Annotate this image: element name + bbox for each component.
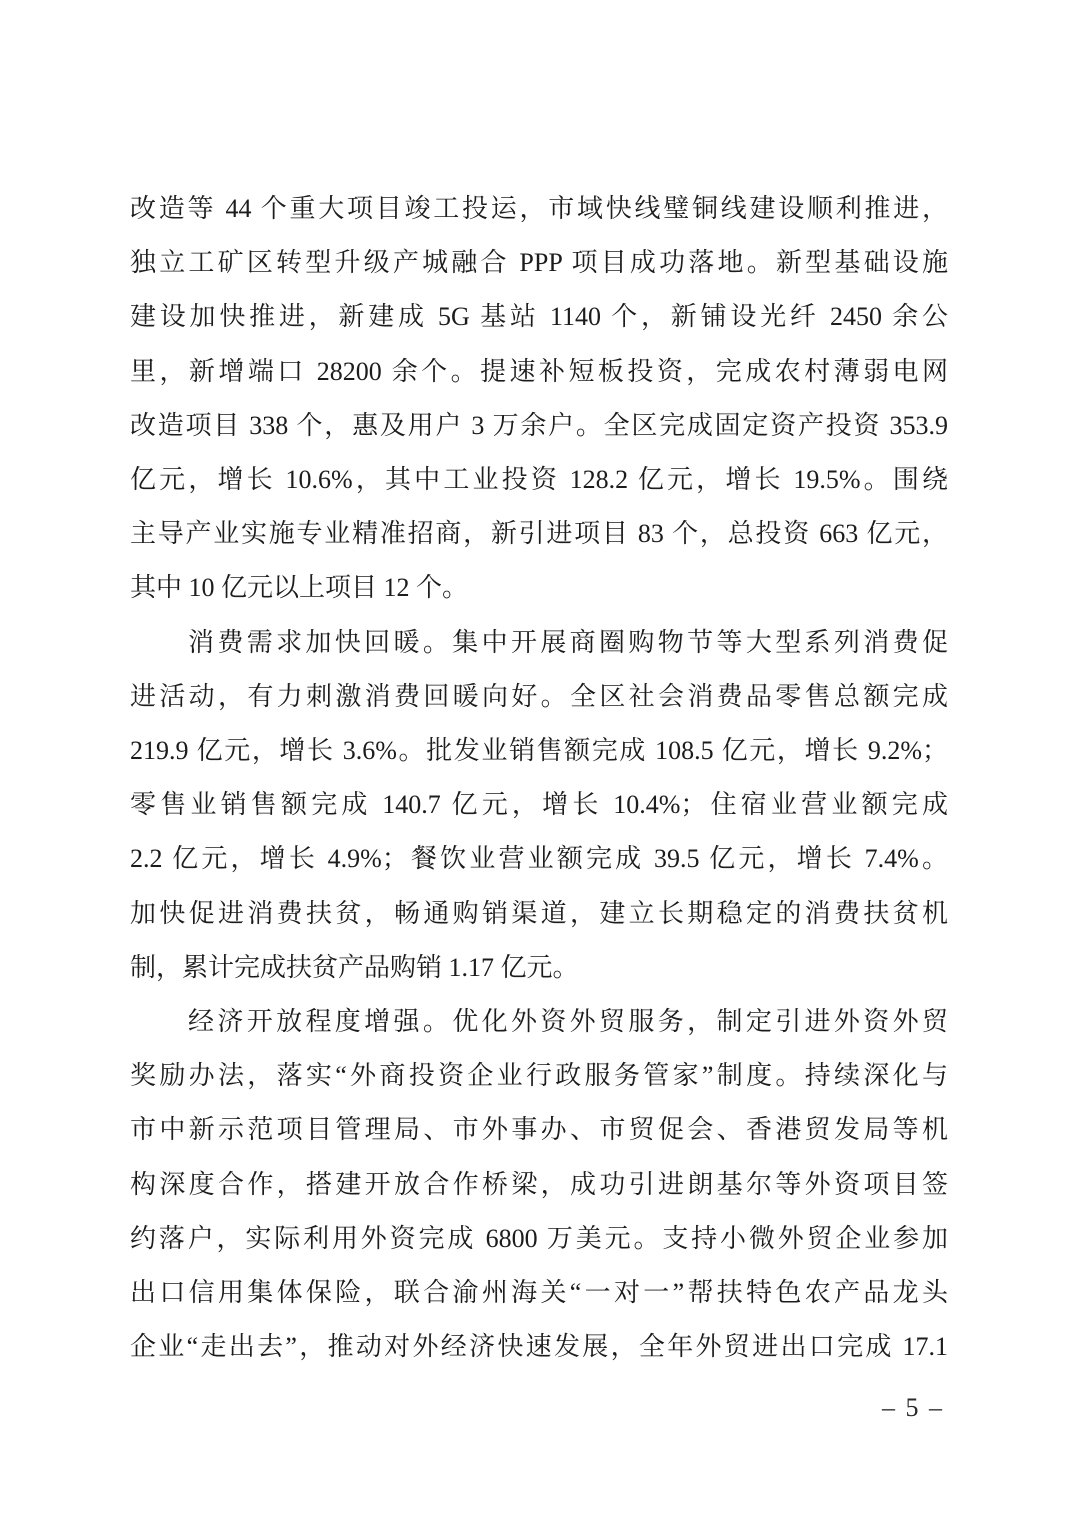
- text-line: 2.2 亿元，增长 4.9%；餐饮业营业额完成 39.5 亿元，增长 7.4%。: [130, 844, 948, 874]
- text-line: 零售业销售额完成 140.7 亿元，增长 10.4%；住宿业营业额完成: [130, 790, 948, 820]
- text-line: 改造项目 338 个，惠及用户 3 万余户。全区完成固定资产投资 353.9: [130, 410, 948, 440]
- text-line: 奖励办法，落实“外商投资企业行政服务管家”制度。持续深化与: [130, 1061, 948, 1091]
- text-line: 里，新增端口 28200 余个。提速补短板投资，完成农村薄弱电网: [130, 356, 948, 386]
- text-line: 主导产业实施专业精准招商，新引进项目 83 个，总投资 663 亿元，: [130, 519, 948, 549]
- text-line: 改造等 44 个重大项目竣工投运，市域快线璧铜线建设顺利推进，: [130, 194, 948, 223]
- text-line: 219.9 亿元，增长 3.6%。批发业销售额完成 108.5 亿元，增长 9.2%；: [130, 736, 948, 766]
- text-line: 构深度合作，搭建开放合作桥梁，成功引进朗基尔等外资项目签: [130, 1169, 948, 1199]
- text-line: 消费需求加快回暖。集中开展商圈购物节等大型系列消费促: [188, 627, 948, 657]
- text-line: 独立工矿区转型升级产城融合 PPP 项目成功落地。新型基础设施: [130, 248, 948, 278]
- text-line: 亿元，增长 10.6%，其中工业投资 128.2 亿元，增长 19.5%。围绕: [130, 465, 948, 495]
- text-line: 市中新示范项目管理局、市外事办、市贸促会、香港贸发局等机: [130, 1115, 948, 1145]
- text-line: 加快促进消费扶贫，畅通购销渠道，建立长期稳定的消费扶贫机: [130, 898, 948, 928]
- text-line: 制，累计完成扶贫产品购销 1.17 亿元。: [130, 952, 579, 982]
- text-line: 进活动，有力刺激消费回暖向好。全区社会消费品零售总额完成: [130, 681, 948, 711]
- text-line: 建设加快推进，新建成 5G 基站 1140 个，新铺设光纤 2450 余公: [130, 302, 948, 332]
- text-line: 出口信用集体保险，联合渝州海关“一对一”帮扶特色农产品龙头: [130, 1278, 948, 1308]
- page-number: – 5 –: [882, 1393, 944, 1422]
- text-line: 经济开放程度增强。优化外资外贸服务，制定引进外资外贸: [188, 1007, 948, 1037]
- text-line: 企业“走出去”，推动对外经济快速发展，全年外贸进出口完成 17.1: [130, 1332, 948, 1362]
- text-line: 约落户，实际利用外资完成 6800 万美元。支持小微外贸企业参加: [130, 1223, 948, 1253]
- document-body: [130, 182, 948, 1374]
- text-line: 其中 10 亿元以上项目 12 个。: [130, 573, 469, 603]
